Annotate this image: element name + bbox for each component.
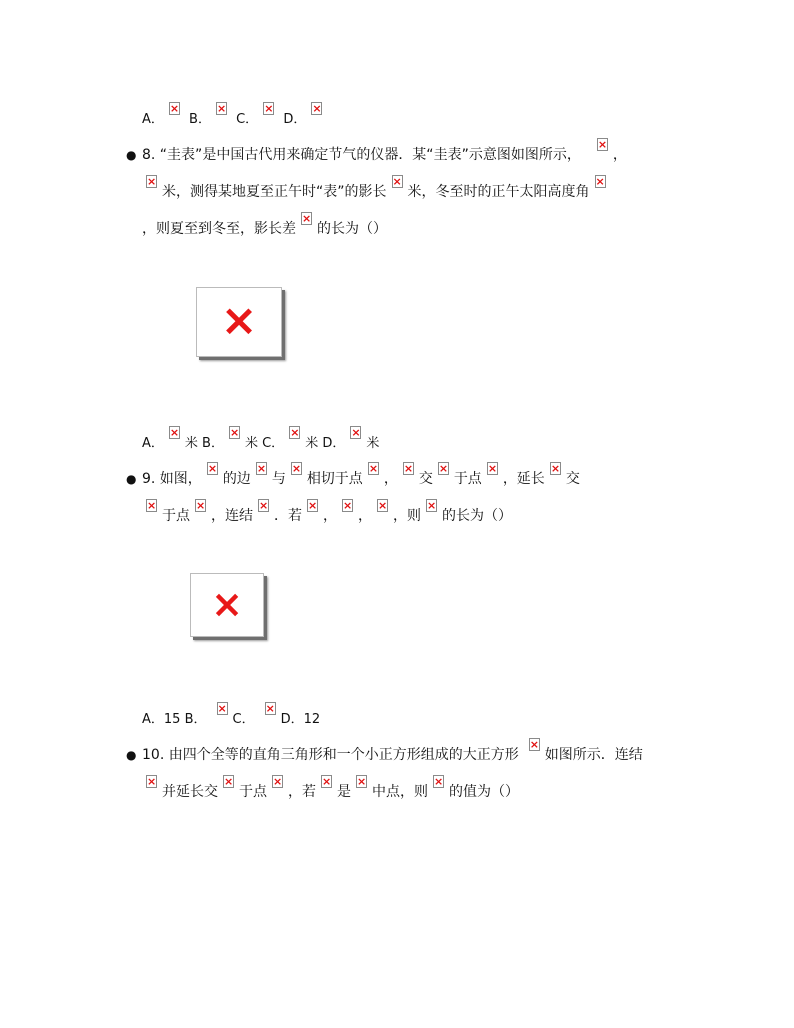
broken-image-icon (342, 499, 353, 512)
q10-text: 于点 (239, 784, 267, 800)
broken-image-icon (146, 499, 157, 512)
q10-text: 是 (337, 784, 351, 800)
broken-image-icon (350, 426, 361, 439)
broken-image-icon (550, 462, 561, 475)
broken-image-icon (356, 775, 367, 788)
q8-bullet: ● (126, 148, 137, 162)
q9-text: ．若 (274, 508, 302, 524)
broken-image-icon (529, 738, 540, 751)
q9-figure-broken-image (190, 573, 264, 637)
q10-line-1 (142, 745, 643, 765)
broken-image-icon (289, 426, 300, 439)
q7-option-d-label: D． (283, 112, 307, 127)
broken-image-icon (169, 102, 180, 115)
q8-option-unit: 米 (366, 436, 380, 451)
broken-image-icon (377, 499, 388, 512)
q9-text: 9. 如图， (142, 471, 202, 487)
q9-text: ， (358, 508, 372, 524)
q10-text: 如图所示．连结 (544, 747, 643, 763)
broken-image-icon (272, 775, 283, 788)
broken-image-icon (307, 499, 318, 512)
q9-text: ，延长 (502, 471, 545, 487)
broken-image-icon (426, 499, 437, 512)
q9-text: 于点 (453, 471, 482, 487)
q8-figure-broken-image (196, 287, 282, 357)
broken-image-icon (487, 462, 498, 475)
broken-image-icon (229, 426, 240, 439)
q9-text: 交 (565, 471, 580, 487)
q8-option-a-label: A． (142, 436, 164, 451)
broken-image-icon (403, 462, 414, 475)
broken-image-icon (311, 102, 322, 115)
broken-image-icon (217, 702, 228, 715)
broken-image-icon (258, 499, 269, 512)
q9-text: 于点 (162, 508, 190, 524)
q9-text: 的边 (222, 471, 251, 487)
q10-bullet: ● (126, 748, 137, 762)
broken-image-icon (207, 462, 218, 475)
q8-option-b-label: 米 B． (184, 436, 224, 451)
broken-image-icon (321, 775, 332, 788)
broken-image-icon (438, 462, 449, 475)
q9-text: ， (383, 471, 398, 487)
q8-text: ， (612, 147, 627, 163)
q9-option-a-label: A．15 B． (142, 712, 207, 727)
broken-image-icon (223, 775, 234, 788)
broken-image-icon (169, 426, 180, 439)
q8-text: 米，冬至时的正午太阳高度角 (407, 184, 590, 200)
q10-text: 的值为（） (449, 784, 519, 800)
q10-text: 并延长交 (162, 784, 218, 800)
q9-text: 的长为（） (442, 508, 512, 524)
broken-image-icon (263, 102, 274, 115)
q8-option-d-label: 米 D． (305, 436, 346, 451)
broken-image-icon (368, 462, 379, 475)
broken-image-icon (291, 462, 302, 475)
q9-text: ， (323, 508, 337, 524)
q9-text: ，连结 (211, 508, 253, 524)
q8-text: 的长为（） (317, 221, 387, 237)
q9-text: 相切于点 (306, 471, 363, 487)
broken-image-icon (146, 175, 157, 188)
broken-image-icon: × (211, 582, 243, 627)
q10-text: 10. 由四个全等的直角三角形和一个小正方形组成的大正方形 (142, 747, 519, 763)
q8-line-3 (142, 219, 387, 239)
q9-text: ，则 (393, 508, 421, 524)
broken-image-icon (597, 138, 608, 151)
q10-text: ，若 (288, 784, 316, 800)
q9-option-c-label: C． (232, 712, 255, 727)
q7-option-c-label: C． (236, 112, 259, 127)
q8-option-c-label: 米 C． (244, 436, 285, 451)
q7-options (142, 110, 327, 130)
q8-line-2 (146, 182, 611, 202)
broken-image-icon (433, 775, 444, 788)
q9-options (142, 710, 320, 730)
q10-line-2 (146, 782, 519, 802)
q9-text: 与 (271, 471, 286, 487)
q8-text: 米，测得某地夏至正午时“表”的影长 (162, 184, 387, 200)
q10-text: 中点，则 (372, 784, 428, 800)
q9-line-2 (146, 506, 512, 526)
q8-text: 8. “圭表”是中国古代用来确定节气的仪器．某“圭表”示意图如图所示， (142, 147, 581, 163)
broken-image-icon: × (220, 295, 258, 347)
broken-image-icon (256, 462, 267, 475)
q7-option-a-label: A． (142, 112, 164, 127)
q9-bullet: ● (126, 472, 137, 486)
broken-image-icon (195, 499, 206, 512)
q7-option-b-label: B． (189, 112, 211, 127)
q8-line-1 (142, 145, 627, 165)
broken-image-icon (265, 702, 276, 715)
broken-image-icon (392, 175, 403, 188)
broken-image-icon (301, 212, 312, 225)
broken-image-icon (595, 175, 606, 188)
q9-line-1 (142, 469, 580, 489)
q9-text: 交 (418, 471, 433, 487)
broken-image-icon (216, 102, 227, 115)
q8-text: ，则夏至到冬至，影长差 (142, 221, 296, 237)
q9-option-d-label: D．12 (280, 712, 321, 727)
q8-options (142, 434, 379, 454)
broken-image-icon (146, 775, 157, 788)
